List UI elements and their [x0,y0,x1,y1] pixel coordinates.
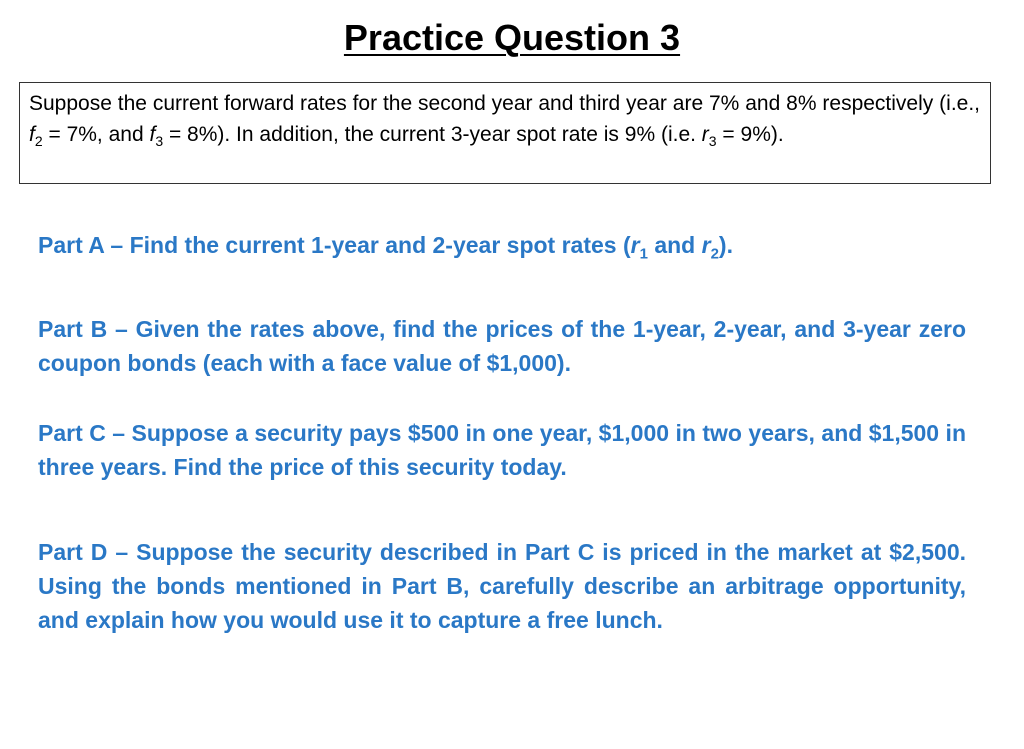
f2-variable: f [29,122,35,146]
statement-text-4: = 9%). [716,122,784,146]
page-title: Practice Question 3 [343,17,681,58]
r1-variable: r [630,232,640,258]
part-d-question: Part D – Suppose the security described in Part C is priced in the market at $2,500. Using the bonds mentioned in Part B, carefully describe an arbitrage opportunity, and explain how you would use it to capture a free lunch. [38,539,966,633]
part-a-text-1: Part A – Find the current 1-year and 2-year spot rates ( [38,232,631,258]
r2-variable: r [701,232,711,258]
part-c-question: Part C – Suppose a security pays $500 in one year, $1,000 in two years, and $1,500 in three years. Find the price of this security today. [38,420,966,480]
part-a-text-3: ). [718,232,733,258]
r3-subscript: 3 [708,132,717,149]
part-a-question [38,228,966,262]
part-b-question: Part B – Given the rates above, find the prices of the 1-year, 2-year, and 3-year zero coupon bonds (each with a face value of $1,000). [38,316,966,376]
f3-subscript: 3 [155,132,164,149]
r1-subscript: 1 [639,245,648,263]
statement-text-2: = 7%, and [42,122,150,146]
part-a-text-2: and [647,232,702,258]
problem-statement-box [19,82,991,184]
statement-text-3: = 8%). In addition, the current 3-year spot rate is 9% (i.e. [163,122,702,146]
r3-variable: r [701,122,709,146]
f3-variable: f [149,122,156,146]
r2-subscript: 2 [710,245,719,263]
f2-subscript: 2 [34,132,43,149]
statement-text-1: Suppose the current forward rates for the second year and third year are 7% and 8% respectively (i.e., [29,92,980,115]
